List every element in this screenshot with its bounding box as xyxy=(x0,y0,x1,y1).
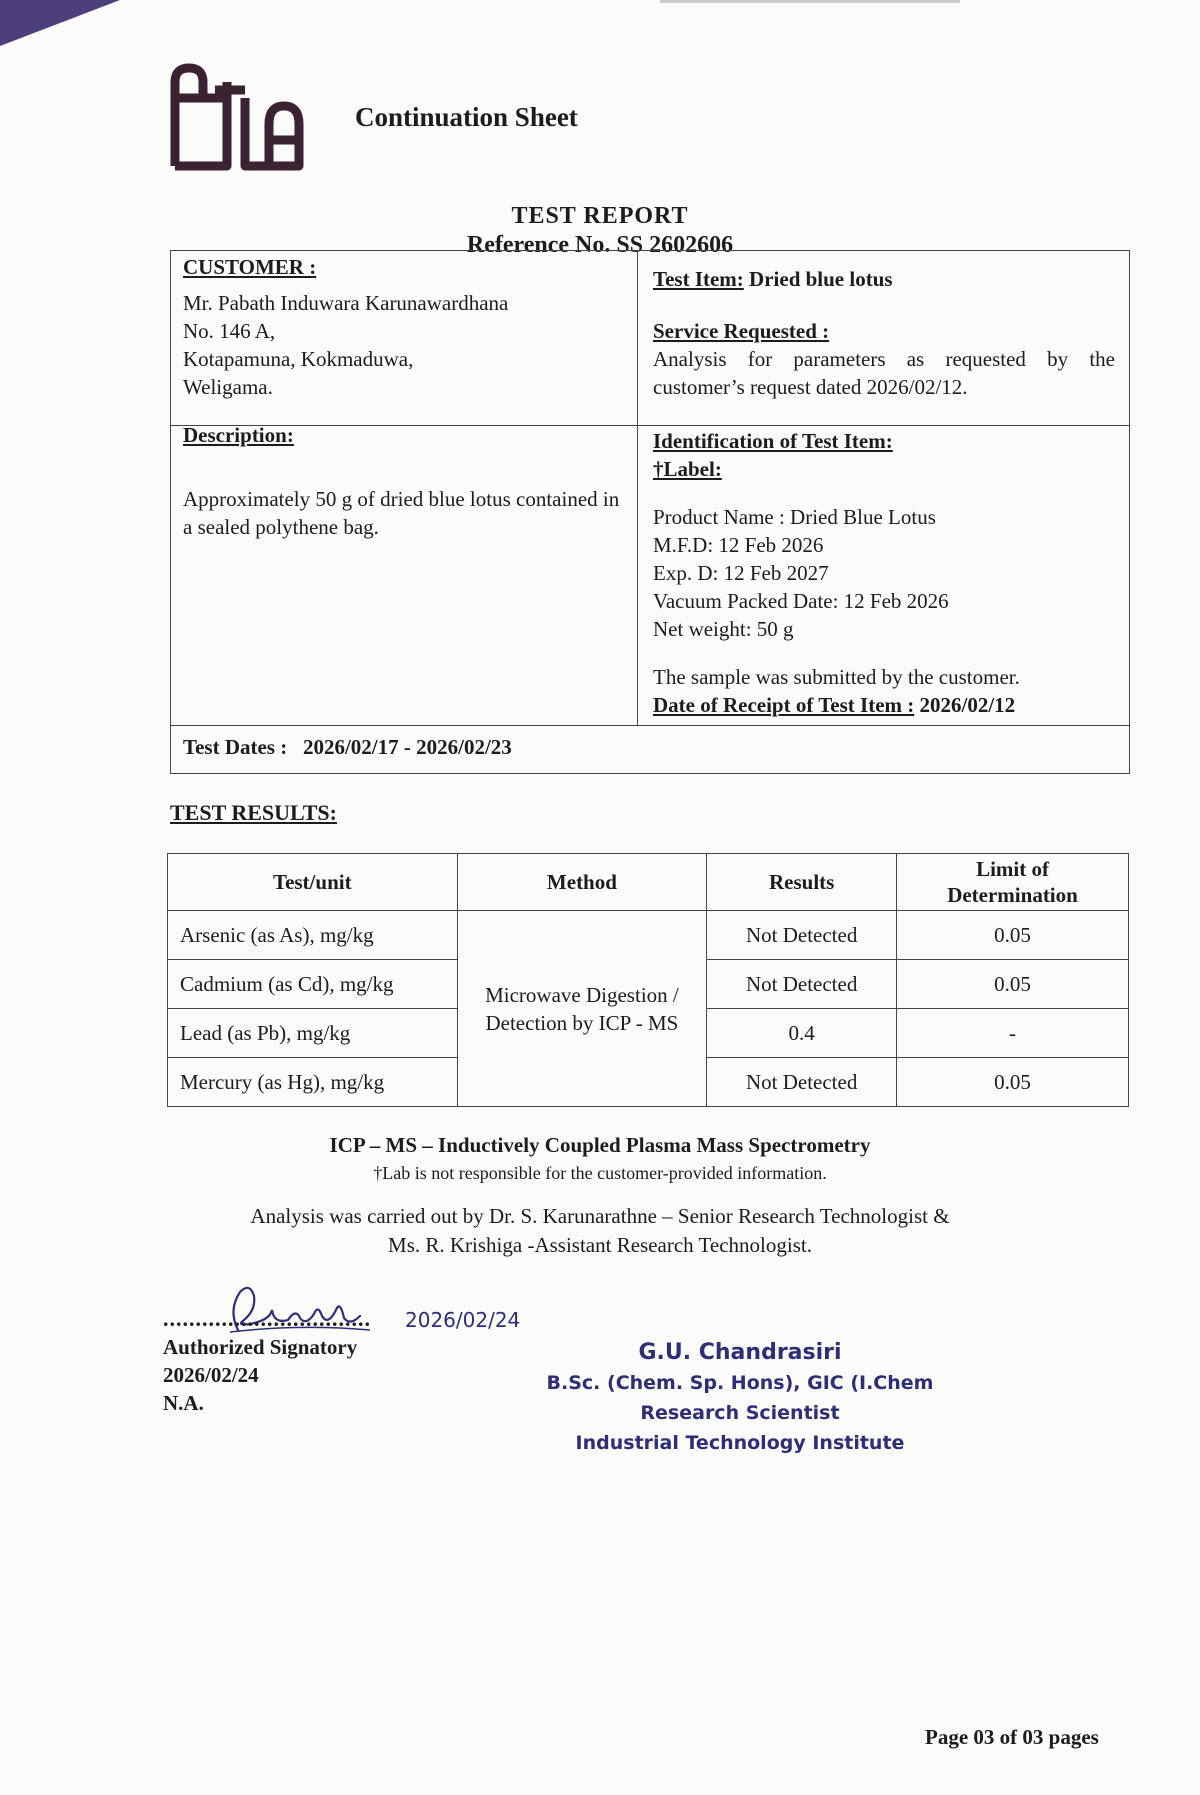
top-edge-line xyxy=(660,0,960,3)
test-results-heading: TEST RESULTS: xyxy=(170,800,337,825)
test-dates-value: 2026/02/17 - 2026/02/23 xyxy=(302,735,512,759)
signatory-title: Authorized Signatory xyxy=(163,1335,358,1359)
stamp-line: B.Sc. (Chem. Sp. Hons), GIC (I.Chem xyxy=(546,1372,934,1394)
receipt-label: Date of Receipt of Test Item : xyxy=(653,693,915,717)
result-value: Not Detected xyxy=(707,1058,897,1107)
document-header xyxy=(165,62,578,172)
reference-number: Reference No. SS 2602606 xyxy=(466,232,734,258)
description-cell xyxy=(183,421,623,541)
corner-shadow xyxy=(0,0,120,46)
iti-logo-icon xyxy=(165,62,310,172)
results-table xyxy=(167,853,1129,1107)
customer-line: No. 146 A, xyxy=(183,319,276,343)
analysis-line: Ms. R. Krishiga -Assistant Research Technologist. xyxy=(388,1233,812,1257)
column-header-test: Test/unit xyxy=(168,854,458,911)
analysis-line: Analysis was carried out by Dr. S. Karunarathne – Senior Research Technologist & xyxy=(250,1204,950,1228)
column-header-results: Results xyxy=(707,854,897,911)
stamp-line: Research Scientist xyxy=(640,1402,840,1424)
result-value: Not Detected xyxy=(707,960,897,1009)
description-text: Approximately 50 g of dried blue lotus contained in a sealed polythene bag. xyxy=(183,487,620,539)
signatory-initials: N.A. xyxy=(163,1391,204,1415)
signature-dots: ................................ xyxy=(163,1306,371,1331)
signatory-block xyxy=(163,1305,371,1417)
result-value: Not Detected xyxy=(707,911,897,960)
method-cell: Microwave Digestion / Detection by ICP - MS xyxy=(457,911,707,1107)
test-item-cell xyxy=(653,265,1115,401)
limit-value: - xyxy=(897,1009,1129,1058)
column-header-method: Method xyxy=(457,854,707,911)
label-line: Vacuum Packed Date: 12 Feb 2026 xyxy=(653,589,949,613)
info-divider-vertical xyxy=(637,251,638,725)
analysis-note xyxy=(0,1202,1200,1260)
test-name: Lead (as Pb), mg/kg xyxy=(168,1009,458,1058)
test-name: Arsenic (as As), mg/kg xyxy=(168,911,458,960)
label-sublabel: †Label: xyxy=(653,457,722,481)
test-item-value: Dried blue lotus xyxy=(749,267,893,291)
identification-label: Identification of Test Item: xyxy=(653,429,893,453)
label-line: M.F.D: 12 Feb 2026 xyxy=(653,533,824,557)
test-dates-label: Test Dates : xyxy=(183,735,288,759)
official-stamp xyxy=(540,1338,940,1458)
customer-line: Weligama. xyxy=(183,375,273,399)
limit-value: 0.05 xyxy=(897,1058,1129,1107)
results-header-row xyxy=(168,854,1129,911)
receipt-row xyxy=(653,691,1115,719)
identification-cell xyxy=(653,427,1115,719)
test-item-row xyxy=(653,265,1115,293)
handwritten-date: 2026/02/24 xyxy=(405,1308,521,1332)
label-line: Net weight: 50 g xyxy=(653,617,794,641)
limit-value: 0.05 xyxy=(897,960,1129,1009)
signatory-date: 2026/02/24 xyxy=(163,1363,259,1387)
sheet-title: Continuation Sheet xyxy=(355,101,578,132)
test-name: Cadmium (as Cd), mg/kg xyxy=(168,960,458,1009)
description-label: Description: xyxy=(183,423,294,447)
info-divider-2 xyxy=(171,725,1129,726)
label-line: Exp. D: 12 Feb 2027 xyxy=(653,561,829,585)
page-number: Page 03 of 03 pages xyxy=(925,1725,1099,1749)
test-dates-row xyxy=(183,733,1083,761)
label-line: Product Name : Dried Blue Lotus xyxy=(653,505,936,529)
info-box xyxy=(170,250,1130,774)
customer-line: Mr. Pabath Induwara Karunawardhana xyxy=(183,291,509,315)
customer-address xyxy=(183,289,623,401)
disclaimer-note: †Lab is not responsible for the customer-provided information. xyxy=(373,1163,827,1183)
customer-line: Kotapamuna, Kokmaduwa, xyxy=(183,347,414,371)
stamp-line: Industrial Technology Institute xyxy=(575,1432,905,1454)
result-value: 0.4 xyxy=(707,1009,897,1058)
column-header-limit: Limit of Determination xyxy=(897,854,1129,911)
test-name: Mercury (as Hg), mg/kg xyxy=(168,1058,458,1107)
receipt-value: 2026/02/12 xyxy=(919,693,1016,717)
customer-cell xyxy=(183,253,623,401)
service-label: Service Requested : xyxy=(653,319,830,343)
stamp-line: G.U. Chandrasiri xyxy=(638,1340,842,1365)
customer-label: CUSTOMER : xyxy=(183,255,317,279)
test-item-label: Test Item: xyxy=(653,267,744,291)
limit-value: 0.05 xyxy=(897,911,1129,960)
report-title: TEST REPORT xyxy=(511,203,689,229)
service-text: Analysis for parameters as requested by the customer’s request dated 2026/02/12. xyxy=(653,347,1115,399)
abbreviation-note: ICP – MS – Inductively Coupled Plasma Mass Spectrometry xyxy=(329,1133,871,1157)
table-row xyxy=(168,911,1129,960)
submitted-note: The sample was submitted by the customer. xyxy=(653,665,1020,689)
